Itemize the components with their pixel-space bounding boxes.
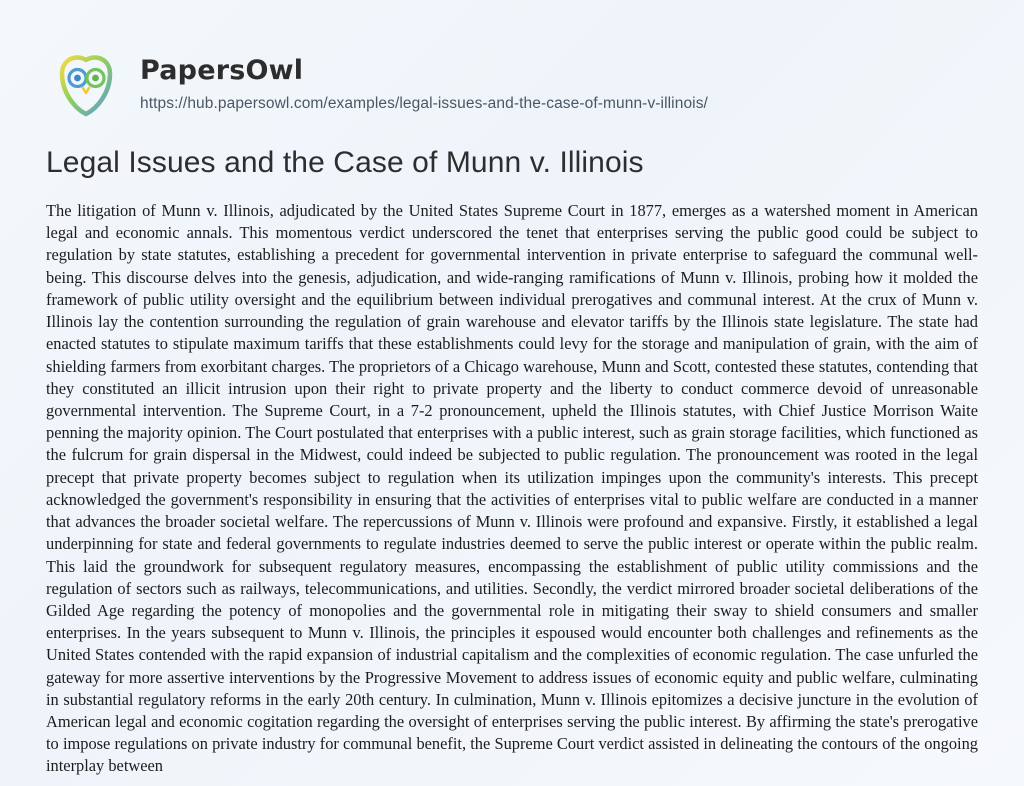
brand-name: PapersOwl: [140, 55, 304, 86]
owl-logo-icon: [50, 48, 122, 120]
source-url[interactable]: https://hub.papersowl.com/examples/legal-issues-and-the-case-of-munn-v-illinois/: [140, 94, 708, 112]
page-title: Legal Issues and the Case of Munn v. Illinois: [46, 146, 644, 179]
site-header: [44, 44, 980, 120]
document-body-text: The litigation of Munn v. Illinois, adjudicated by the United States Supreme Court in 1877, emerges as a watershed moment in American legal and economic annals. This momentous verdict underscored the tenet that enterprises serving the public good could be subject to regulation by state statutes, establishing a precedent for governmental intervention in private enterprise to safeguard the communal well-being. This discourse delves into the genesis, adjudication, and wide-ranging ramifications of Munn v. Illinois, probing how it molded the framework of public utility oversight and the equilibrium between individual prerogatives and communal interest. At the crux of Munn v. Illinois lay the contention surrounding the regulation of grain warehouse and elevator tariffs by the Illinois state legislature. The state had enacted statutes to stipulate maximum tariffs that these establishments could levy for the storage and manipulation of grain, with the aim of shielding farmers from exorbitant charges. The proprietors of a Chicago warehouse, Munn and Scott, contested these statutes, contending that they constituted an illicit intrusion upon their right to private property and the liberty to conduct commerce devoid of unreasonable governmental intervention. The Supreme Court, in a 7-2 pronouncement, upheld the Illinois statutes, with Chief Justice Morrison Waite penning the majority opinion. The Court postulated that enterprises with a public interest, such as grain storage facilities, which functioned as the fulcrum for grain dispersal in the Midwest, could indeed be subjected to public regulation. The pronouncement was rooted in the legal precept that private property becomes subject to regulation when its utilization impinges upon the community's interests. This precept acknowledged the government's responsibility in ensuring that the activities of enterprises vital to public welfare are conducted in a manner that advances the broader societal welfare. The repercussions of Munn v. Illinois were profound and expansive. Firstly, it established a legal underpinning for state and federal governments to regulate industries deemed to serve the public interest or operate within the public realm. This laid the groundwork for subsequent regulatory measures, encompassing the establishment of public utility commissions and the regulation of sectors such as railways, telecommunications, and utilities. Secondly, the verdict mirrored broader societal deliberations of the Gilded Age regarding the potency of monopolies and the governmental role in mitigating their sway to shield consumers and smaller enterprises. In the years subsequent to Munn v. Illinois, the principles it espoused would encounter both challenges and refinements as the United States contended with the rapid expansion of industrial capitalism and the complexities of economic regulation. The case unfurled the gateway for more assertive interventions by the Progressive Movement to address issues of economic equity and public welfare, culminating in substantial regulatory reforms in the early 20th century. In culmination, Munn v. Illinois epitomizes a decisive juncture in the evolution of American legal and economic cogitation regarding the oversight of enterprises serving the public interest. By affirming the state's prerogative to impose regulations on private industry for communal benefit, the Supreme Court verdict assisted in delineating the contours of the ongoing interplay between: [46, 201, 978, 776]
brand-block: [140, 44, 708, 113]
